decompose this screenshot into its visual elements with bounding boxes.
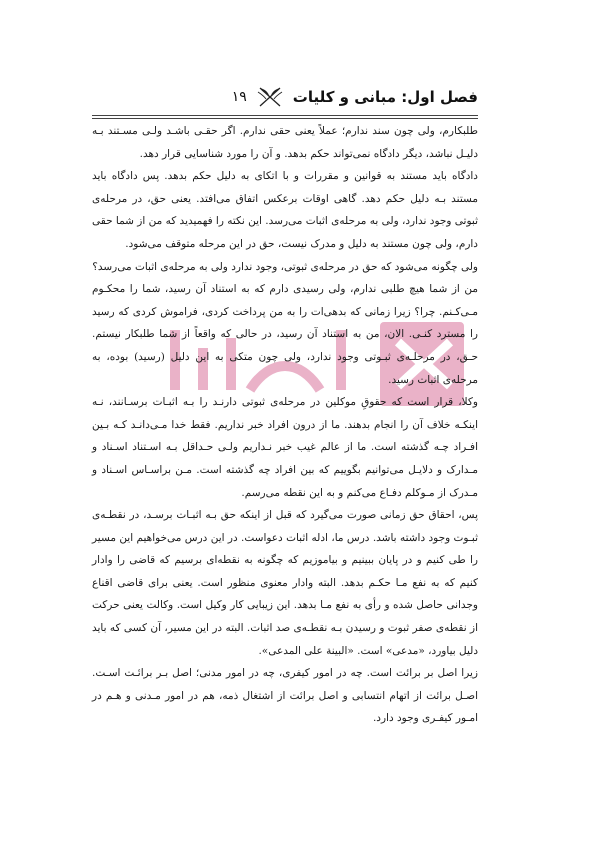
paragraph: من از شما هیچ طلبی ندارم، ولی رسیدی دارم که به استناد آن رسید، شما را محکـوم مـی‌کـنم. چرا؟ زیرا زمانی که بدهی‌ات را به من پرداخت کردی، فراموش کردی که رسید را مسترد کنـی. الان، من به استناد آن رسید، در حالی که واقعاً از شما طلبکار نیستم. حـق، در مرحلـه‌ی ثبـوتی وجود ندارد، ولی چون متکی به این دلیل (رسید) بوده، به مرحله‌ی اثبات رسید. (92, 283, 478, 386)
paragraph: ولی چگونه می‌شود که حق در مرحله‌ی ثبوتی، وجود ندارد ولی به مرحله‌ی اثبات می‌رسد؟ (92, 260, 478, 273)
page-header (92, 84, 478, 110)
crossed-quills-icon (257, 87, 283, 107)
chapter-title: فصل اول: مبانی و کلیات (292, 88, 478, 106)
paragraph: زیرا اصل بر برائت است. چه در امور کیفری، چه در امور مدنی؛ اصل بـر برائـت اسـت. اصـل برائت از اتهام انتسابی و اصل برائت از اشتغال ذمه، هم در امور مـدنی و هـم در امـور کیفـری وجود دارد. (92, 667, 478, 725)
header-rule (92, 115, 478, 119)
paragraph: پس، احقاق حق زمانی صورت می‌گیرد که قبل از اینکه حق بـه اثبـات برسـد، در نقطـه‌ی ثبـوت وجود داشته باشد. درس ما، ادله اثبات دعواست. در این درس می‌خواهیم این مسیر را طی کنیم و در پایان ببینیم و بیاموزیم که چگونه به نقطه‌ای برسیم که قاضی را وادار کنیم که به نفع مـا حکـم بدهد. البته وادار معنوی منظور است. یعنی برای قاضی اقناع وجدانی حاصل شده و رأی به نفع مـا بدهد. این زیبایی کار وکیل است. وکالت یعنی حرکت از نقطه‌ی صفر ثبوت و رسیدن بـه نقطـه‌ی صد اثبات. البته در این مسیر، آن کسی که باید دلیل بیاورد، «مدعی» است. «البینة علی المدعی». (92, 509, 478, 657)
paragraph: طلبکارم، ولی چون سند ندارم؛ عملاً یعنی حقی ندارم. اگر حقـی باشـد ولـی مسـتند بـه دلیـل نباشد، دیگر دادگاه نمی‌تواند حکم بدهد. و آن را مورد شناسایی قرار دهد. (92, 125, 478, 160)
paragraph: وکلا، قرار است که حقوقِ موکلین در مرحله‌ی ثبوتی دارنـد را بـه اثبـات برسـانند، نـه اینکـه خلاف آن را انجام بدهند. ما از درون افراد خبر نداریم. فقط خدا مـی‌دانـد کـه بـین افـراد چـه گذشته است. ما از عالم غیب خبر نـداریم ولـی حـداقل بـه اسـتناد اسـناد و مـدارک و دلایـل می‌توانیم بگوییم که بین افراد چه گذشته است. مـن براسـاس اسـناد و مـدرک از مـوکلم دفـاع می‌کنم و به این نقطه می‌رسم. (92, 396, 478, 499)
body-text (92, 120, 478, 730)
paragraph: دادگاه باید مستند به قوانین و مقررات و با اتکای به دلیل حکم بدهد. پس دادگاه باید مستند بـه دلیل حکم دهد. گاهی اوقات برعکس اتفاق می‌افتد. یعنی حق، در مرحله‌ی ثبوتی وجود ندارد، ولی به مرحله‌ی اثبات می‌رسد. این نکته را فهمیدید که من از شما حقی دارم، ولی چون مستند به دلیل و مدرک نیست، حق در این مرحله متوقف می‌شود. (92, 170, 478, 250)
page-number: ۱۹ (231, 89, 247, 105)
